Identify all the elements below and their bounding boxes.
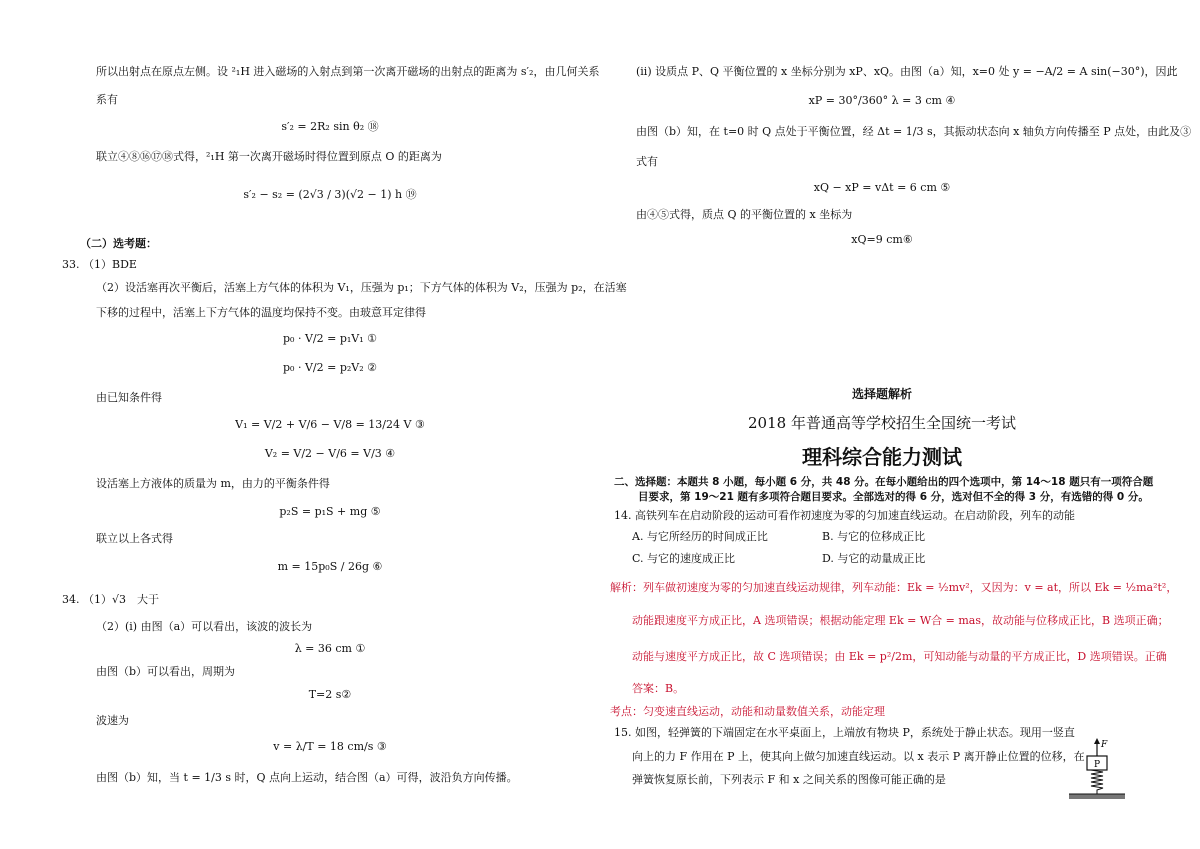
equation-period: T=2 s② xyxy=(308,688,352,701)
exam-subtitle: 理科综合能力测试 xyxy=(802,445,962,469)
block-label: P xyxy=(1093,760,1101,770)
xq-text: 由④⑤式得，质点 Q 的平衡位置的 x 坐标为 xyxy=(636,208,853,221)
selection-analysis-title: 选择题解析 xyxy=(851,387,912,401)
analysis-line3: 动能与速度平方成正比，故 C 选项错误；由 Ek = p²/2m，可知动能与动量的平方成正比，D 选项错误。正确 xyxy=(632,650,1167,663)
question-15-line1: 15. 如图，轻弹簧的下端固定在水平桌面上，上端放有物块 P，系统处于静止状态。现用一竖直 xyxy=(614,726,1075,739)
instructions-line2: 目要求，第 19～21 题有多项符合题目要求。全部选对的得 6 分，选对但不全的得 3 分，有选错的得 0 分。 xyxy=(638,491,1149,503)
wave-speed-text: 波速为 xyxy=(96,714,129,727)
part-ii-text: (ii) 设质点 P、Q 平衡位置的 x 坐标分别为 xP、xQ。由图（a）知，x=0 处 y = −A/2 = A sin(−30°)，因此 xyxy=(636,65,1178,78)
equation-4: V₂ = V/2 − V/6 = V/3 ④ xyxy=(264,447,396,460)
force-label: F xyxy=(1101,740,1108,750)
analysis-line2: 动能跟速度平方成正比，A 选项错误；根据动能定理 Ek = W合 = mas，故动能与位移成正比，B 选项正确； xyxy=(632,614,1169,627)
equation-wavelength: λ = 36 cm ① xyxy=(294,642,366,655)
key-points: 考点：匀变速直线运动，动能和动量数值关系，动能定理 xyxy=(610,705,885,718)
equation-3: V₁ = V/2 + V/6 − V/8 = 13/24 V ③ xyxy=(235,418,425,431)
q34-part2: （2）(i) 由图（a）可以看出，该波的波长为 xyxy=(96,620,313,633)
question-15-line2: 向上的力 F 作用在 P 上，使其向上做匀加速直线运动。以 x 表示 P 离开静止位置的位移，在 xyxy=(632,750,1085,763)
paragraph-combine: 联立④⑧⑯⑰⑱式得，²₁H 第一次离开磁场时得位置到原点 O 的距离为 xyxy=(96,150,442,163)
option-c: C. 与它的速度成正比 xyxy=(632,552,736,565)
answer: 答案：B。 xyxy=(632,682,685,695)
equation-speed: v = λ/T = 18 cm/s ③ xyxy=(273,740,387,753)
q33-part2-line1: （2）设活塞再次平衡后，活塞上方气体的体积为 V₁，压强为 p₁；下方气体的体积为 V₂，压强为 p₂，在活塞 xyxy=(96,281,627,294)
equation-xq: xQ=9 cm⑥ xyxy=(851,233,913,246)
force-arrow-head xyxy=(1094,738,1100,744)
spring xyxy=(1091,770,1103,794)
paragraph-geometry: 所以出射点在原点左侧。设 ²₁H 进入磁场的入射点到第一次离开磁场的出射点的距离为 s′₂，由几何关系 xyxy=(96,65,600,78)
option-d: D. 与它的动量成正比 xyxy=(822,552,926,565)
option-a: A. 与它所经历的时间成正比 xyxy=(632,530,768,543)
equation-1: p₀ · V/2 = p₁V₁ ① xyxy=(283,332,377,345)
equation-19: s′₂ − s₂ = (2√3 / 3)(√2 − 1) h ⑲ xyxy=(243,188,417,201)
direction-text: 由图（b）知，当 t = 1/3 s 时，Q 点向上运动，结合图（a）可得，波沿负方向传播。 xyxy=(96,771,518,784)
equation-xp: xP = 30°/360° λ = 3 cm ④ xyxy=(808,94,956,107)
q-point-text: 由图（b）知，在 t=0 时 Q 点处于平衡位置，经 Δt = 1/3 s，其振动状态向 x 轴负方向传播至 P 点处，由此及③ xyxy=(636,125,1192,138)
table-surface xyxy=(1069,794,1125,799)
q34-part1: 34. （1）√3 大于 xyxy=(62,593,159,606)
instructions-line1: 二、选择题：本题共 8 小题，每小题 6 分，共 48 分。在每小题给出的四个选项中，第 14～18 题只有一项符合题 xyxy=(614,476,1154,488)
equation-5: p₂S = p₁S + mg ⑤ xyxy=(279,505,381,518)
equation-xq-xp: xQ − xP = vΔt = 6 cm ⑤ xyxy=(813,181,951,194)
liquid-mass: 设活塞上方液体的质量为 m，由力的平衡条件得 xyxy=(96,477,330,490)
q-point-text-cont: 式有 xyxy=(636,155,658,168)
q33-part1: 33. （1）BDE xyxy=(62,258,137,271)
equation-18: s′₂ = 2R₂ sin θ₂ ⑱ xyxy=(281,120,379,133)
section-elective: （二）选考题： xyxy=(80,237,157,250)
question-14: 14. 高铁列车在启动阶段的运动可看作初速度为零的匀加速直线运动。在启动阶段，列车的动能 xyxy=(614,509,1075,522)
known-conditions: 由已知条件得 xyxy=(96,391,162,404)
question-15-line3: 弹簧恢复原长前，下列表示 F 和 x 之间关系的图像可能正确的是 xyxy=(632,773,946,786)
paragraph-geometry-cont: 系有 xyxy=(96,93,118,106)
equation-2: p₀ · V/2 = p₂V₂ ② xyxy=(283,361,377,374)
q33-part2-line2: 下移的过程中，活塞上下方气体的温度均保持不变。由玻意耳定律得 xyxy=(96,306,426,319)
analysis-line1: 解析：列车做初速度为零的匀加速直线运动规律，列车动能：Ek = ½mv²，又因为：v = at，所以 Ek = ½ma²t²， xyxy=(610,581,1178,594)
equation-6: m = 15p₀S / 26g ⑥ xyxy=(277,560,383,573)
combine-all: 联立以上各式得 xyxy=(96,532,173,545)
option-b: B. 与它的位移成正比 xyxy=(822,530,926,543)
exam-title: 2018 年普通高等学校招生全国统一考试 xyxy=(748,414,1016,432)
spring-block-figure xyxy=(1065,738,1129,802)
period-text: 由图（b）可以看出，周期为 xyxy=(96,665,236,678)
